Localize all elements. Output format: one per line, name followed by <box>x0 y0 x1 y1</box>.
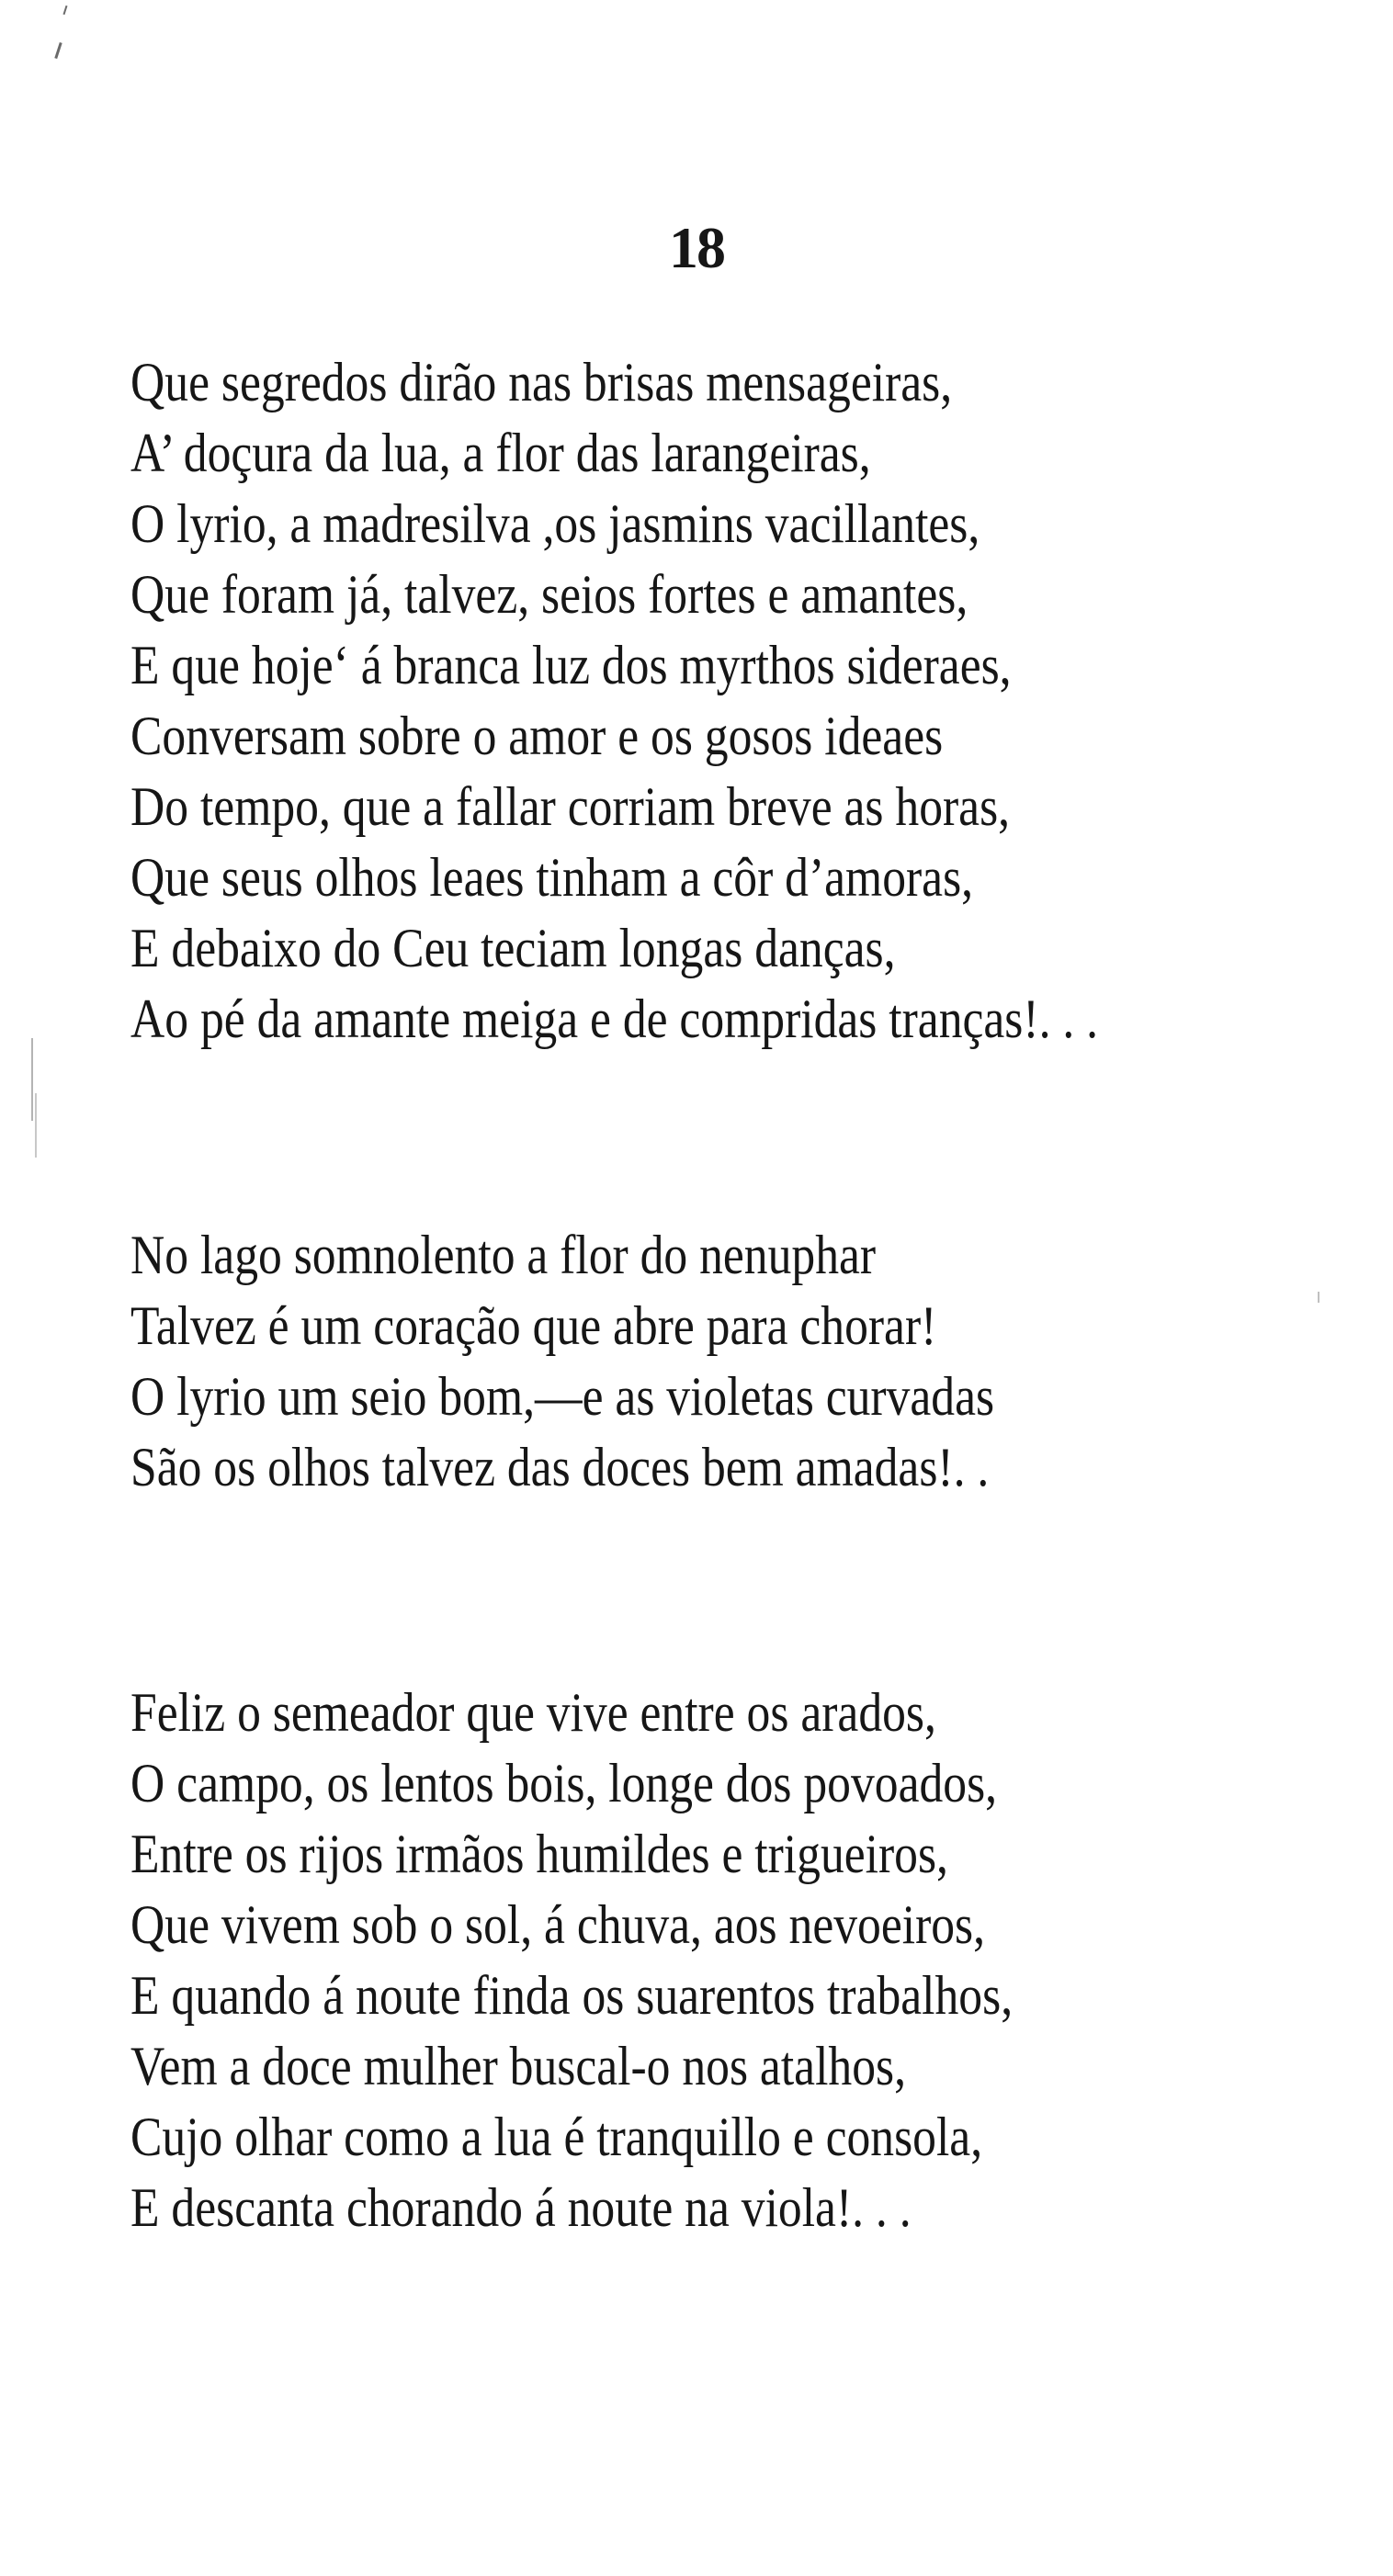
verse-line: Entre os rijos irmãos humildes e trigueiros, <box>130 1824 948 1884</box>
verse-line: Talvez é um coração que abre para chorar! <box>130 1295 937 1356</box>
scan-speck <box>1318 1292 1319 1303</box>
verse-line: Conversam sobre o amor e os gosos ideaes <box>130 706 944 766</box>
verse-line: São os olhos talvez das doces bem amadas!. . <box>130 1437 990 1497</box>
verse-line: Que foram já, talvez, seios fortes e amantes, <box>130 564 968 625</box>
verse-line: Que vivem sob o sol, á chuva, aos nevoeiros, <box>130 1894 986 1955</box>
scan-speck <box>31 1038 33 1121</box>
verse-line: O lyrio, a madresilva ,os jasmins vacillantes, <box>130 493 980 554</box>
verse-line: Cujo olhar como a lua é tranquillo e consola, <box>130 2107 983 2167</box>
scan-speck <box>54 42 62 59</box>
verse-line: Que segredos dirão nas brisas mensageiras, <box>130 352 953 412</box>
scan-speck <box>35 1093 37 1158</box>
verse-line: E descanta chorando á noute na viola!. . . <box>130 2177 912 2238</box>
verse-line: No lago somnolento a flor do nenuphar <box>130 1225 877 1285</box>
verse-line: O lyrio um seio bom,—e as violetas curvadas <box>130 1366 995 1427</box>
verse-line: Que seus olhos leaes tinham a côr d’amoras, <box>130 847 974 908</box>
stanza-3 <box>130 1678 1156 2243</box>
verse-line: Do tempo, que a fallar corriam breve as horas, <box>130 776 1011 837</box>
verse-line: E quando á noute finda os suarentos trabalhos, <box>130 1965 1014 2026</box>
stanza-1 <box>130 347 1256 1055</box>
verse-line: Feliz o semeador que vive entre os arados, <box>130 1682 936 1743</box>
stanza-2 <box>130 1220 1135 1503</box>
verse-line: O campo, os lentos bois, longe dos povoados, <box>130 1753 998 1813</box>
verse-line: Ao pé da amante meiga e de compridas tranças!. . . <box>130 989 1099 1049</box>
verse-line: E que hoje‘ á branca luz dos myrthos sideraes, <box>130 635 1012 695</box>
page-number: 18 <box>669 215 724 280</box>
verse-line: A’ doçura da lua, a flor das larangeiras, <box>130 423 871 483</box>
scan-speck <box>63 6 68 15</box>
verse-line: E debaixo do Ceu teciam longas danças, <box>130 918 896 978</box>
verse-line: Vem a doce mulher buscal-o nos atalhos, <box>130 2036 906 2096</box>
